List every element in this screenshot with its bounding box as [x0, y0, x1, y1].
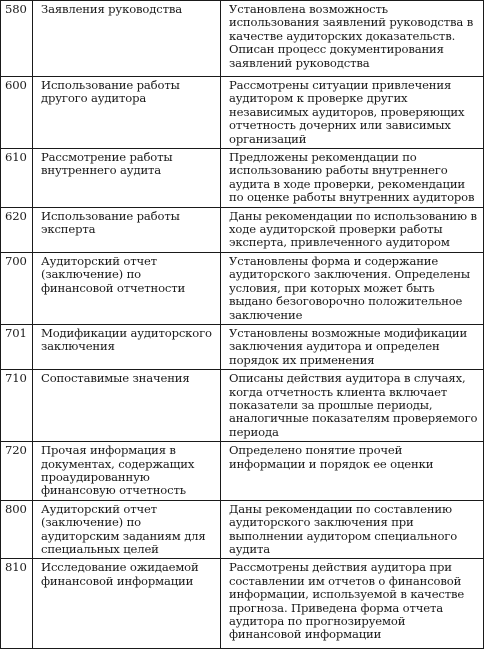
standard-title: Заявления руководства — [33, 1, 221, 77]
table-row — [1, 207, 484, 252]
standard-number: 600 — [1, 77, 33, 149]
standard-number: 610 — [1, 149, 33, 208]
table-row — [1, 252, 484, 324]
standard-description: Даны рекомендации по составлению аудиторского заключения при выполнении аудитором специального аудита — [221, 500, 484, 559]
standard-title: Рассмотрение работы внутреннего аудита — [33, 149, 221, 208]
standard-description: Установлены возможные модификации заключения аудитора и определен порядок их применения — [221, 324, 484, 369]
standard-number: 720 — [1, 442, 33, 501]
table-row — [1, 149, 484, 208]
table-row — [1, 442, 484, 501]
table-row — [1, 559, 484, 649]
standard-title: Аудиторский отчет (заключение) по финансовой отчетности — [33, 252, 221, 324]
table-row — [1, 324, 484, 369]
standard-number: 710 — [1, 370, 33, 442]
standard-number: 620 — [1, 207, 33, 252]
standard-number: 800 — [1, 500, 33, 559]
standard-title: Исследование ожидаемой финансовой информации — [33, 559, 221, 649]
table-row — [1, 77, 484, 149]
standard-title: Модификации аудиторского заключения — [33, 324, 221, 369]
standard-description: Описаны действия аудитора в случаях, когда отчетность клиента включает показатели за прошлые периоды, аналогичные показателям проверяемого периода — [221, 370, 484, 442]
table-row — [1, 1, 484, 77]
standard-description: Рассмотрены действия аудитора при составлении им отчетов о финансовой информации, используемой в качестве прогноза. Приведена форма отчета аудитора по прогнозируемой финансовой информации — [221, 559, 484, 649]
standard-number: 700 — [1, 252, 33, 324]
standard-number: 580 — [1, 1, 33, 77]
standard-description: Рассмотрены ситуации привлечения аудитором к проверке других независимых аудиторов, проверяющих отчетность дочерних или зависимых организаций — [221, 77, 484, 149]
table-row — [1, 370, 484, 442]
standard-number: 810 — [1, 559, 33, 649]
standard-description: Установлена возможность использования заявлений руководства в качестве аудиторских доказательств. Описан процесс документирования заявлений руководства — [221, 1, 484, 77]
standard-number: 701 — [1, 324, 33, 369]
table-row — [1, 500, 484, 559]
standard-description: Предложены рекомендации по использованию работы внутреннего аудита в ходе проверки, рекомендации по оценке работы внутренних аудиторов — [221, 149, 484, 208]
standard-description: Даны рекомендации по использованию в ходе аудиторской проверки работы эксперта, привлеченного аудитором — [221, 207, 484, 252]
standard-title: Использование работы эксперта — [33, 207, 221, 252]
standard-description: Установлены форма и содержание аудиторского заключения. Определены условия, при которых может быть выдано безоговорочно положительное заключение — [221, 252, 484, 324]
standard-title: Аудиторский отчет (заключение) по аудиторским заданиям для специальных целей — [33, 500, 221, 559]
standard-title: Прочая информация в документах, содержащих проаудированную финансовую отчетность — [33, 442, 221, 501]
standard-title: Использование работы другого аудитора — [33, 77, 221, 149]
standard-description: Определено понятие прочей информации и порядок ее оценки — [221, 442, 484, 501]
standard-title: Сопоставимые значения — [33, 370, 221, 442]
